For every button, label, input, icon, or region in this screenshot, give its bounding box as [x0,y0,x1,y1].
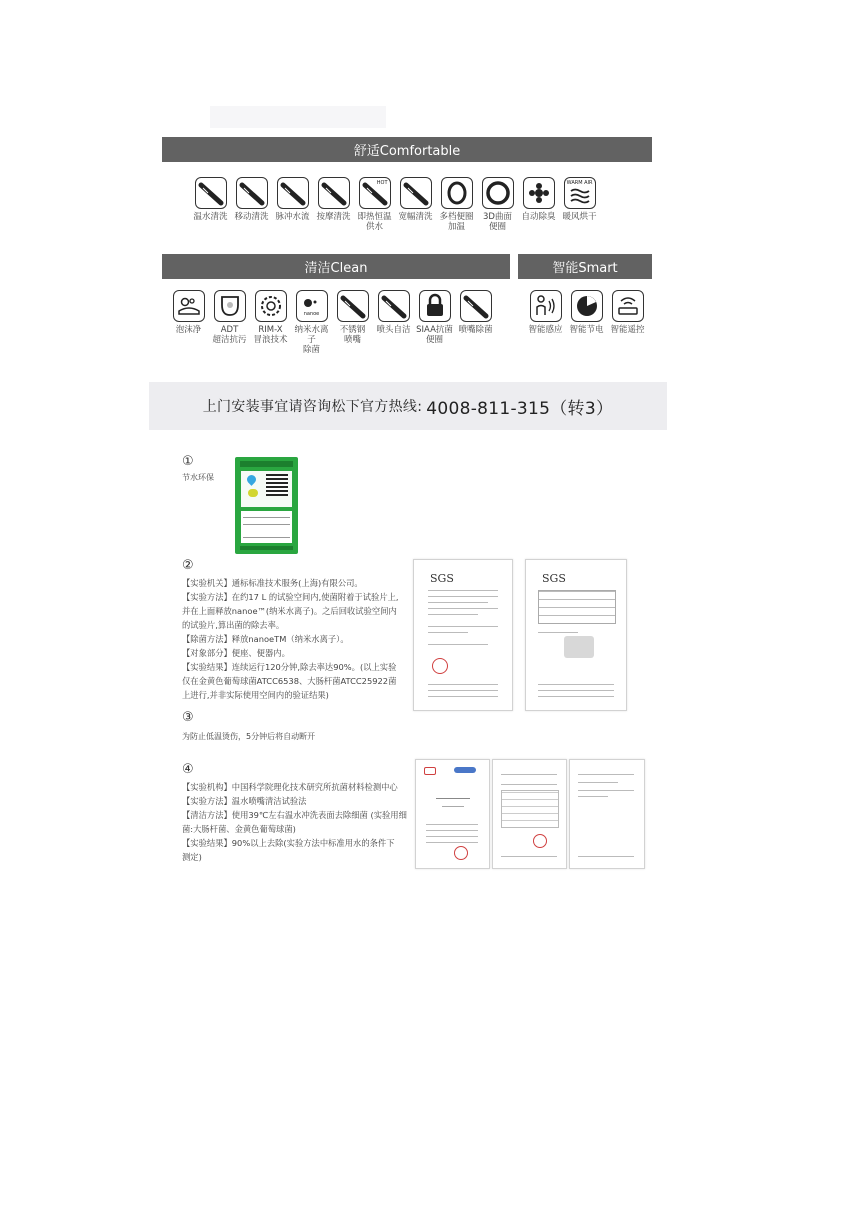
comfort-feature-label: 3D曲面 便圈 [483,212,512,232]
qr-code-icon [266,474,288,496]
comfort-feature-label: 多档便圈 加温 [439,212,474,232]
top-banner-strip [210,106,386,128]
clean-title: 清洁Clean [304,261,368,276]
section1-number: ① [182,454,194,469]
comfort-feature-label: 自动除臭 [521,212,556,222]
comfort-feature-4 [354,177,395,232]
hotline-number: 4008-811-315（转3） [426,398,614,419]
clean-feature-0 [168,290,209,355]
comfort-feature-3 [313,177,354,232]
sgs-logo-1: SGS [430,572,454,585]
text-line: 菌:大肠杆菌、金黄色葡萄球菌) [182,824,296,834]
adt-bowl-icon [214,290,246,322]
smart-feature-label: 智能遥控 [610,325,645,335]
warm-air-icon [564,177,596,209]
icon-badge: nanoe [303,311,320,317]
smart-feature-0 [525,290,566,335]
sensor-person-icon [530,290,562,322]
icon-badge: WARM AIR [566,180,593,186]
smart-feature-2 [607,290,648,335]
clean-feature-7 [455,290,496,355]
comfort-header [162,137,652,162]
rimx-icon [255,290,287,322]
smart-feature-label: 智能感应 [528,325,563,335]
clean-icon-row [168,290,496,355]
comfort-feature-2 [272,177,313,232]
clean-feature-1 [209,290,250,355]
section4-text [182,780,412,864]
text-line: 【实验机构】中国科学院理化技术研究所抗菌材料检测中心 [182,782,398,792]
clean-feature-3 [291,290,332,355]
comfort-feature-label: 即热恒温 供水 [357,212,392,232]
comfort-feature-label: 移动清洗 [234,212,269,222]
smart-feature-1 [566,290,607,335]
curved-seat-icon [482,177,514,209]
comfort-feature-7 [477,177,518,232]
nozzle-sterilize-icon [460,290,492,322]
comfort-feature-5 [395,177,436,232]
smart-title: 智能Smart [552,261,618,276]
clean-feature-label: 喷头自洁 [376,325,411,335]
comfort-feature-1 [231,177,272,232]
clean-feature-5 [373,290,414,355]
clean-feature-4 [332,290,373,355]
section3-caption: 为防止低温烫伤，5分钟后将自动断开 [182,732,316,741]
text-line: 测定) [182,852,202,862]
section4-number: ④ [182,762,194,777]
comfort-feature-9 [559,177,600,232]
clean-feature-2 [250,290,291,355]
comfort-feature-label: 暖风烘干 [562,212,597,222]
remote-control-icon [612,290,644,322]
section2-number: ② [182,558,194,573]
text-line: 【实验结果】连续运行120分钟,除去率达90%。(以上实验 [182,662,397,672]
text-line: 仅在金黄色葡萄球菌ATCC6538、大肠杆菌ATCC25922菌 [182,676,397,686]
clean-feature-label: 泡沫净 [175,325,202,335]
comfort-feature-8 [518,177,559,232]
test-report-page-3 [569,759,645,869]
moving-wash-icon [236,177,268,209]
smart-header [518,254,652,279]
nanoe-icon [296,290,328,322]
hotline-text: 上门安装事宜请咨询松下官方热线: [202,399,423,415]
text-line: 【实验结果】90%以上去除(实验方法中标准用水的条件下 [182,838,395,848]
toilet-photo [564,636,594,658]
clean-feature-label: 纳米水离子 除菌 [294,325,329,355]
sgs-report-1 [413,559,513,711]
clean-feature-label: SIAA抗菌 便圈 [416,325,453,345]
comfort-feature-label: 脉冲水流 [275,212,310,222]
sgs-report-2 [525,559,627,711]
section3-number: ③ [182,710,194,725]
comfort-feature-6 [436,177,477,232]
siaa-icon [419,290,451,322]
clean-header [162,254,510,279]
leaf-icon [248,489,258,497]
text-line: 【对象部分】便座、便器内。 [182,648,290,658]
wand-spray-icon [195,177,227,209]
test-report-page-2 [492,759,567,869]
deodorize-icon [523,177,555,209]
text-line: 上进行,并非实际使用空间内的验证结果) [182,690,329,700]
comfort-icon-row [190,177,600,232]
text-line: 并在上面释放nanoe™(纳米水离子)。之后回收试验空间内 [182,606,397,616]
clean-feature-label: RIM-X 冒浪技术 [253,325,288,345]
section2-text [182,576,407,702]
steel-nozzle-icon [337,290,369,322]
text-line: 【除菌方法】释放nanoeTM（纳米水离子）。 [182,634,349,644]
comfort-feature-label: 温水清洗 [193,212,228,222]
text-line: 【实验方法】温水喷嘴清洁试验法 [182,796,307,806]
wide-wash-icon [400,177,432,209]
icon-badge: HOT [376,180,388,186]
section1-caption: 节水环保 [182,473,214,482]
seat-heat-icon [441,177,473,209]
instant-heat-icon [359,177,391,209]
hotline-banner [149,382,667,430]
text-line: 的试验片,算出菌的除去率。 [182,620,285,630]
sgs-logo-2: SGS [542,572,566,585]
clean-feature-label: 不锈钢 喷嘴 [339,325,366,345]
text-line: 【清洁方法】使用39℃左右温水冲洗表面去除细菌 (实验用细 [182,810,407,820]
test-report-cover [415,759,490,869]
smart-icon-row [525,290,648,335]
massage-wash-icon [318,177,350,209]
clean-feature-label: ADT 超洁抗污 [212,325,247,345]
text-line: 【实验方法】在约17 L 的试验空间内,使菌附着于试验片上, [182,592,399,602]
clean-feature-6 [414,290,455,355]
red-seal-icon [432,658,448,674]
power-save-icon [571,290,603,322]
nozzle-selfclean-icon [378,290,410,322]
comfort-feature-label: 宽幅清洗 [398,212,433,222]
smart-feature-label: 智能节电 [569,325,604,335]
text-line: 【实验机关】通标标准技术服务(上海)有限公司。 [182,578,363,588]
foam-icon [173,290,205,322]
comfort-feature-0 [190,177,231,232]
comfort-feature-label: 按摩清洗 [316,212,351,222]
pulse-flow-icon [277,177,309,209]
water-label-card [235,457,298,554]
comfort-title: 舒适Comfortable [353,144,461,159]
clean-feature-label: 喷嘴除菌 [458,325,493,335]
